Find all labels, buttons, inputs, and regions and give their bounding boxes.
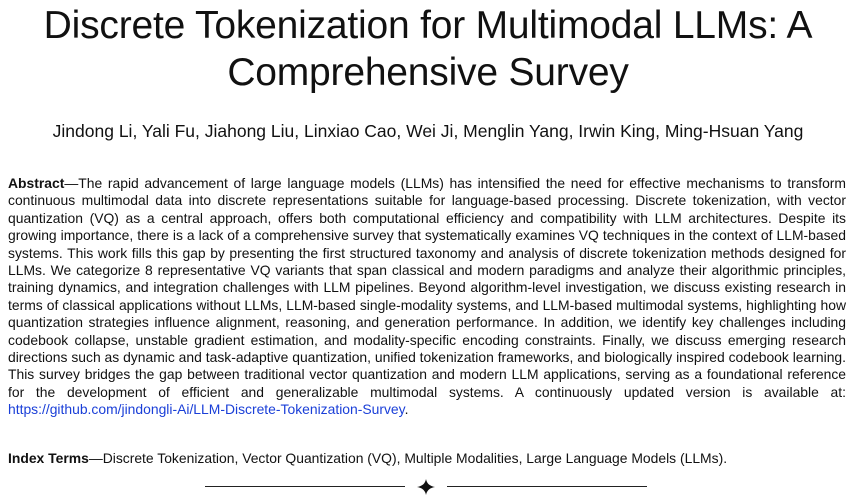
index-terms-separator: — bbox=[88, 450, 103, 466]
diamond-icon bbox=[416, 478, 436, 496]
section-divider-left bbox=[205, 486, 405, 487]
repository-link[interactable]: https://github.com/jindongli-Ai/LLM-Discrete-Tokenization-Survey bbox=[8, 401, 405, 418]
abstract-end: . bbox=[404, 401, 409, 418]
author-list: Jindong Li, Yali Fu, Jiahong Liu, Linxiao Cao, Wei Ji, Menglin Yang, Irwin King, Ming-Hsuan Yang bbox=[52, 121, 804, 141]
index-terms-label: Index Terms bbox=[8, 450, 89, 466]
abstract-paragraph bbox=[8, 175, 846, 419]
abstract-text: The rapid advancement of large language models (LLMs) has intensified the need for effective mechanisms to transform continuous multimodal data into discrete representations suitable for language-based processing. Discrete tokenization, with vector quantization (VQ) as a central approach, offers both computational efficiency and compatibility with LLM architectures. Despite its growing importance, there is a lack of a comprehensive survey that systematically examines VQ techniques in the context of LLM-based systems. This work fills this gap by presenting the first structured taxonomy and analysis of discrete tokenization methods designed for LLMs. We categorize 8 representative VQ variants that span classical and modern paradigms and analyze their algorithmic principles, training dynamics, and integration challenges with LLM pipelines. Beyond algorithm-level investigation, we discuss existing research in terms of classical applications without LLMs, LLM-based single-modality systems, and LLM-based multimodal systems, highlighting how quantization strategies influence alignment, reasoning, and generation performance. In addition, we identify key challenges including codebook collapse, unstable gradient estimation, and modality-specific encoding constraints. Finally, we discuss emerging research directions such as dynamic and task-adaptive quantization, unified tokenization frameworks, and biologically inspired codebook learning. This survey bridges the gap between traditional vector quantization and modern LLM applications, serving as a foundational reference for the development of efficient and generalizable multimodal systems. A continuously updated version is available at: bbox=[8, 175, 846, 400]
paper-title: Discrete Tokenization for Multimodal LLMs: A Comprehensive Survey bbox=[43, 4, 813, 94]
index-terms-text: Discrete Tokenization, Vector Quantization (VQ), Multiple Modalities, Large Language Models (LLMs). bbox=[102, 450, 728, 466]
abstract-label: Abstract bbox=[8, 175, 65, 191]
index-terms-paragraph bbox=[8, 450, 846, 467]
section-divider-right bbox=[447, 486, 647, 487]
abstract-separator: — bbox=[64, 175, 79, 191]
